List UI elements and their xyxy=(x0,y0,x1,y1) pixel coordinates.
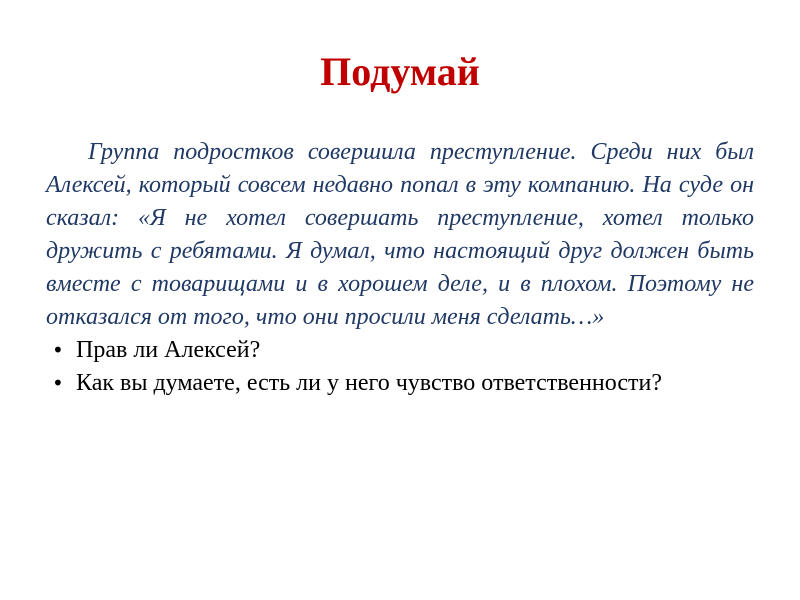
story-paragraph: Группа подростков совершила преступление. Среди них был Алексей, который совсем недавно попал в эту компанию. На суде он сказал: «Я не хотел совершать преступление, хотел только дружить с ребятами. Я думал, что настоящий друг должен быть вместе с товарищами и в хорошем деле, и в плохом. Поэтому не отказался от того, что они просили меня сделать…» xyxy=(46,139,754,330)
bullet-icon: • xyxy=(52,371,64,395)
questions-list xyxy=(46,334,754,400)
question-text: Как вы думаете, есть ли у него чувство ответственности? xyxy=(76,370,662,396)
slide-title: Подумай xyxy=(320,49,480,94)
question-item xyxy=(46,367,754,400)
question-item xyxy=(46,334,754,367)
question-text: Прав ли Алексей? xyxy=(76,337,261,363)
bullet-icon: • xyxy=(52,338,64,362)
slide-body xyxy=(46,136,754,400)
